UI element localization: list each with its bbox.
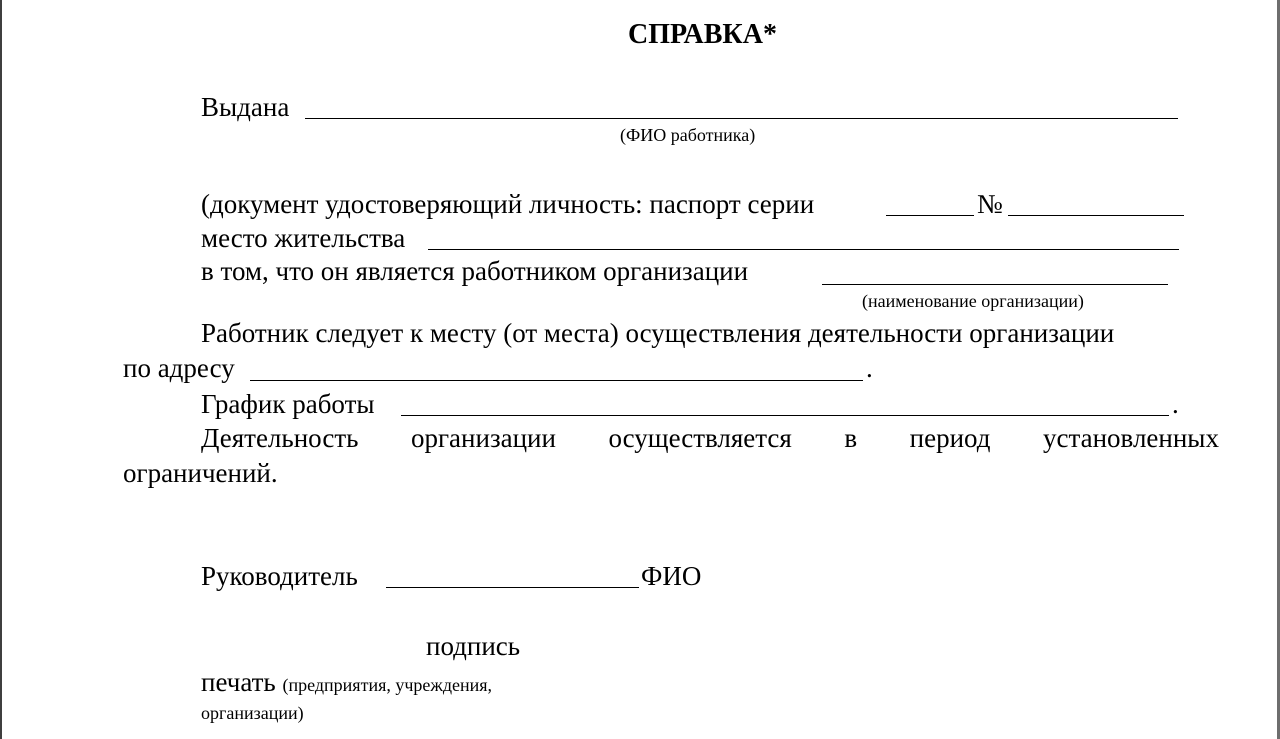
address-blank-line[interactable] — [250, 361, 863, 381]
head-label: Руководитель — [201, 561, 358, 591]
employee-text: в том, что он является работником организации — [201, 256, 749, 286]
activity-word: в — [844, 423, 858, 453]
residence-blank-line[interactable] — [428, 230, 1179, 250]
activity-word: установленных — [1043, 423, 1219, 453]
number-sign: № — [977, 189, 1003, 219]
stamp-detail-continued: организации) — [201, 703, 304, 723]
organization-blank-line[interactable] — [822, 265, 1168, 285]
fio-blank-line[interactable] — [305, 99, 1178, 119]
activity-end-text: ограничений. — [123, 458, 278, 488]
stamp-line — [201, 669, 492, 696]
activity-line — [201, 425, 1219, 452]
id-document-text: (документ удостоверяющий личность: паспорт серии — [201, 189, 815, 219]
address-label: по адресу — [123, 353, 235, 383]
address-period: . — [866, 353, 873, 383]
schedule-label: График работы — [201, 389, 375, 419]
passport-series-blank-line[interactable] — [886, 196, 974, 216]
issued-label: Выдана — [201, 92, 290, 122]
organization-caption: (наименование организации) — [862, 291, 1084, 311]
activity-word: Деятельность — [201, 423, 359, 453]
activity-word: организации — [410, 423, 556, 453]
travel-text: Работник следует к месту (от места) осуществления деятельности организации — [201, 318, 1115, 348]
stamp-detail: (предприятия, учреждения, — [282, 675, 493, 695]
schedule-period: . — [1172, 389, 1179, 419]
activity-word: период — [909, 423, 991, 453]
passport-number-blank-line[interactable] — [1008, 196, 1184, 216]
activity-word: осуществляется — [608, 423, 792, 453]
page-edge-left — [0, 0, 2, 739]
document-title: СПРАВКА* — [628, 19, 777, 50]
stamp-label: печать — [201, 667, 276, 697]
head-fio-label: ФИО — [641, 561, 702, 591]
signature-label: подпись — [426, 631, 521, 661]
schedule-blank-line[interactable] — [401, 396, 1169, 416]
head-signature-blank-line[interactable] — [386, 568, 639, 588]
fio-caption: (ФИО работника) — [620, 125, 756, 145]
residence-label: место жительства — [201, 223, 406, 253]
